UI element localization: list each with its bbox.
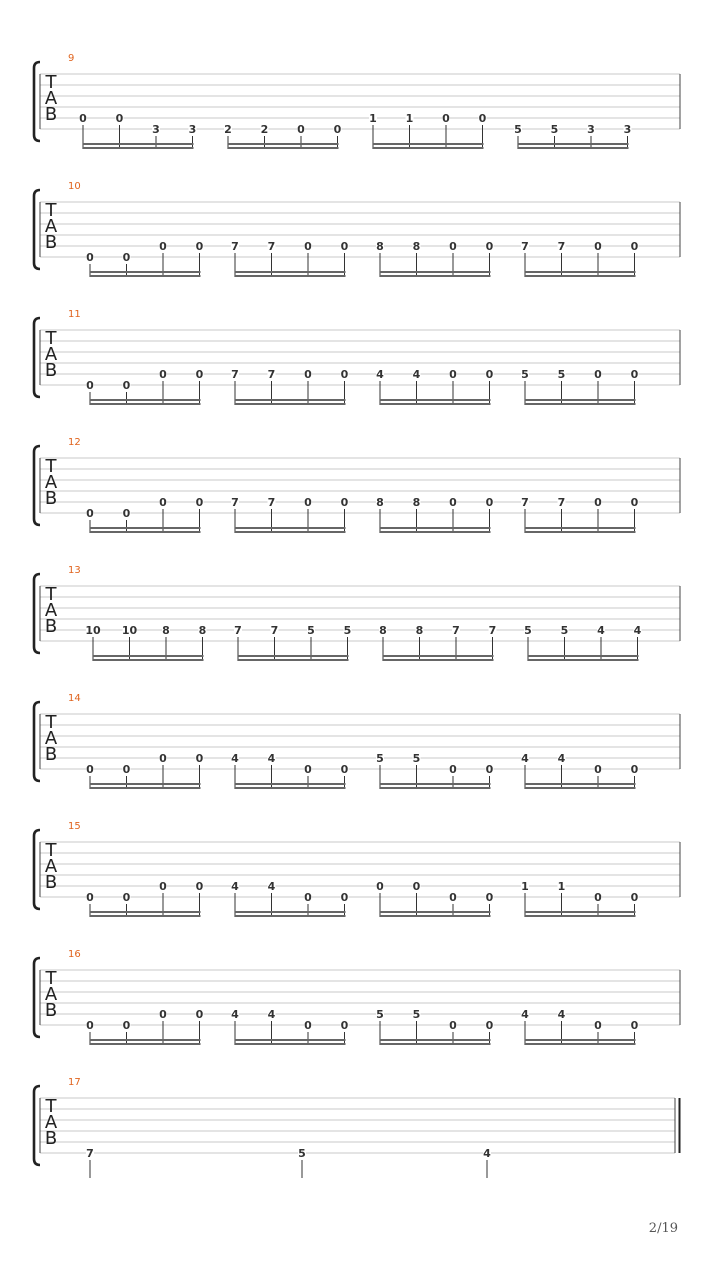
fret-number: 0 xyxy=(86,763,94,776)
fret-number: 7 xyxy=(452,624,460,637)
fret-number: 5 xyxy=(307,624,315,637)
fret-number: 4 xyxy=(633,624,642,637)
beam xyxy=(238,655,349,657)
fret-number: 0 xyxy=(412,880,421,893)
tab-clef-b: B xyxy=(44,1000,58,1021)
tab-clef-a: A xyxy=(44,472,58,493)
fret-number: 0 xyxy=(485,1019,494,1032)
fret-number: 5 xyxy=(412,1008,421,1021)
fret-number: 0 xyxy=(340,240,349,253)
fret-number: 5 xyxy=(560,624,569,637)
beam xyxy=(525,527,636,529)
fret-number: 5 xyxy=(524,624,532,637)
fret-number: 7 xyxy=(521,240,529,253)
system-bracket xyxy=(34,574,40,653)
beam xyxy=(518,147,629,149)
beam xyxy=(235,399,346,401)
fret-number: 8 xyxy=(412,240,421,253)
measure-number: 14 xyxy=(68,693,81,704)
tab-clef-t: T xyxy=(45,968,57,989)
fret-number: 4 xyxy=(483,1147,491,1160)
beam xyxy=(525,271,636,273)
beam xyxy=(235,275,346,277)
beam xyxy=(380,1043,491,1045)
fret-number: 5 xyxy=(298,1147,306,1160)
fret-number: 0 xyxy=(115,112,124,125)
fret-number: 0 xyxy=(449,496,457,509)
tab-clef-b: B xyxy=(44,744,58,765)
beam xyxy=(90,915,201,917)
beam xyxy=(235,531,346,533)
fret-number: 1 xyxy=(557,880,566,893)
fret-number: 8 xyxy=(415,624,424,637)
fret-number: 0 xyxy=(376,880,384,893)
system-bracket xyxy=(34,830,40,909)
fret-number: 8 xyxy=(379,624,387,637)
fret-number: 0 xyxy=(449,763,457,776)
beam xyxy=(90,911,201,913)
beam xyxy=(90,1043,201,1045)
fret-number: 2 xyxy=(224,123,232,136)
tab-clef-b: B xyxy=(44,872,58,893)
beam xyxy=(90,783,201,785)
tab-clef-t: T xyxy=(45,1096,57,1117)
beam xyxy=(83,143,194,145)
beam xyxy=(235,271,346,273)
fret-number: 0 xyxy=(485,368,494,381)
beam xyxy=(525,787,636,789)
fret-number: 0 xyxy=(449,1019,457,1032)
fret-number: 4 xyxy=(412,368,421,381)
fret-number: 1 xyxy=(521,880,529,893)
beam xyxy=(235,915,346,917)
tab-clef-t: T xyxy=(45,200,57,221)
tab-clef-a: A xyxy=(44,216,58,237)
tab-clef-t: T xyxy=(45,584,57,605)
beam xyxy=(90,275,201,277)
fret-number: 7 xyxy=(488,624,497,637)
tab-clef-t: T xyxy=(45,328,57,349)
fret-number: 0 xyxy=(195,240,204,253)
fret-number: 0 xyxy=(86,379,94,392)
tab-clef-b: B xyxy=(44,232,58,253)
beam xyxy=(380,1039,491,1041)
beam xyxy=(383,655,494,657)
tab-clef-a: A xyxy=(44,88,58,109)
fret-number: 0 xyxy=(630,240,639,253)
beam xyxy=(90,403,201,405)
tab-clef-t: T xyxy=(45,456,57,477)
fret-number: 0 xyxy=(159,496,167,509)
measure-number: 9 xyxy=(68,53,75,64)
fret-number: 0 xyxy=(86,251,94,264)
fret-number: 0 xyxy=(442,112,450,125)
fret-number: 0 xyxy=(304,240,312,253)
fret-number: 0 xyxy=(340,496,349,509)
tab-clef-a: A xyxy=(44,344,58,365)
fret-number: 0 xyxy=(630,763,639,776)
beam xyxy=(235,911,346,913)
fret-number: 0 xyxy=(159,368,167,381)
fret-number: 10 xyxy=(85,624,101,637)
fret-number: 0 xyxy=(159,880,167,893)
fret-number: 0 xyxy=(304,763,312,776)
fret-number: 8 xyxy=(198,624,207,637)
fret-number: 0 xyxy=(594,763,602,776)
beam xyxy=(235,527,346,529)
page-number: 2/19 xyxy=(648,1221,678,1236)
fret-number: 0 xyxy=(304,496,312,509)
fret-number: 0 xyxy=(159,752,167,765)
beam xyxy=(380,911,491,913)
measure-number: 15 xyxy=(68,821,81,832)
beam xyxy=(373,143,484,145)
beam xyxy=(90,531,201,533)
fret-number: 7 xyxy=(270,624,279,637)
beam xyxy=(380,783,491,785)
fret-number: 4 xyxy=(267,1008,276,1021)
fret-number: 0 xyxy=(594,496,602,509)
beam xyxy=(83,147,194,149)
beam xyxy=(525,403,636,405)
fret-number: 0 xyxy=(79,112,87,125)
fret-number: 0 xyxy=(195,752,204,765)
beam xyxy=(380,527,491,529)
fret-number: 0 xyxy=(594,368,602,381)
beam xyxy=(93,655,204,657)
beam xyxy=(235,1039,346,1041)
tab-clef-a: A xyxy=(44,600,58,621)
fret-number: 0 xyxy=(340,891,349,904)
fret-number: 0 xyxy=(594,240,602,253)
fret-number: 5 xyxy=(376,1008,384,1021)
fret-number: 0 xyxy=(122,379,131,392)
fret-number: 7 xyxy=(234,624,242,637)
beam xyxy=(528,659,639,661)
fret-number: 0 xyxy=(195,496,204,509)
fret-number: 4 xyxy=(557,1008,566,1021)
fret-number: 3 xyxy=(623,123,632,136)
fret-number: 3 xyxy=(587,123,595,136)
fret-number: 5 xyxy=(521,368,529,381)
beam xyxy=(90,399,201,401)
tab-clef-a: A xyxy=(44,984,58,1005)
measure-number: 11 xyxy=(68,309,81,320)
fret-number: 7 xyxy=(267,240,276,253)
fret-number: 7 xyxy=(231,496,239,509)
beam xyxy=(525,399,636,401)
tab-clef-b: B xyxy=(44,104,58,125)
system-bracket xyxy=(34,190,40,269)
fret-number: 0 xyxy=(449,240,457,253)
fret-number: 2 xyxy=(260,123,269,136)
beam xyxy=(525,1039,636,1041)
fret-number: 4 xyxy=(557,752,566,765)
fret-number: 0 xyxy=(86,1019,94,1032)
fret-number: 0 xyxy=(630,496,639,509)
beam xyxy=(373,147,484,149)
tab-clef-b: B xyxy=(44,488,58,509)
fret-number: 7 xyxy=(86,1147,94,1160)
fret-number: 4 xyxy=(267,752,276,765)
fret-number: 0 xyxy=(340,368,349,381)
beam xyxy=(235,1043,346,1045)
fret-number: 0 xyxy=(297,123,305,136)
fret-number: 7 xyxy=(267,368,276,381)
fret-number: 0 xyxy=(485,240,494,253)
beam xyxy=(380,399,491,401)
beam xyxy=(518,143,629,145)
beam xyxy=(525,1043,636,1045)
beam xyxy=(383,659,494,661)
fret-number: 5 xyxy=(412,752,421,765)
fret-number: 0 xyxy=(195,368,204,381)
tab-clef-b: B xyxy=(44,1128,58,1149)
tab-clef-b: B xyxy=(44,360,58,381)
beam xyxy=(235,787,346,789)
measure-number: 12 xyxy=(68,437,81,448)
fret-number: 0 xyxy=(122,763,131,776)
fret-number: 0 xyxy=(159,1008,167,1021)
tab-clef-b: B xyxy=(44,616,58,637)
fret-number: 5 xyxy=(376,752,384,765)
fret-number: 0 xyxy=(122,251,131,264)
fret-number: 0 xyxy=(630,368,639,381)
measure-number: 16 xyxy=(68,949,81,960)
fret-number: 4 xyxy=(231,880,239,893)
fret-number: 5 xyxy=(514,123,522,136)
tab-clef-a: A xyxy=(44,728,58,749)
beam xyxy=(93,659,204,661)
fret-number: 0 xyxy=(340,763,349,776)
beam xyxy=(525,783,636,785)
system-bracket xyxy=(34,958,40,1037)
fret-number: 0 xyxy=(594,891,602,904)
tab-clef-t: T xyxy=(45,840,57,861)
fret-number: 0 xyxy=(122,1019,131,1032)
fret-number: 5 xyxy=(343,624,352,637)
fret-number: 5 xyxy=(550,123,559,136)
beam xyxy=(228,143,339,145)
beam xyxy=(525,275,636,277)
fret-number: 0 xyxy=(485,496,494,509)
beam xyxy=(380,787,491,789)
beam xyxy=(90,271,201,273)
fret-number: 0 xyxy=(630,891,639,904)
beam xyxy=(90,787,201,789)
beam xyxy=(90,527,201,529)
beam xyxy=(380,403,491,405)
fret-number: 4 xyxy=(521,1008,529,1021)
fret-number: 8 xyxy=(412,496,421,509)
fret-number: 8 xyxy=(376,240,384,253)
fret-number: 7 xyxy=(231,240,239,253)
system-bracket xyxy=(34,1086,40,1165)
fret-number: 0 xyxy=(159,240,167,253)
fret-number: 1 xyxy=(405,112,414,125)
fret-number: 4 xyxy=(231,1008,239,1021)
system-bracket xyxy=(34,446,40,525)
fret-number: 0 xyxy=(195,1008,204,1021)
beam xyxy=(235,403,346,405)
fret-number: 4 xyxy=(521,752,529,765)
tab-clef-a: A xyxy=(44,1112,58,1133)
fret-number: 0 xyxy=(195,880,204,893)
fret-number: 7 xyxy=(231,368,239,381)
fret-number: 7 xyxy=(557,240,566,253)
beam xyxy=(228,147,339,149)
system-bracket xyxy=(34,318,40,397)
fret-number: 4 xyxy=(231,752,239,765)
fret-number: 0 xyxy=(304,368,312,381)
fret-number: 4 xyxy=(376,368,384,381)
fret-number: 0 xyxy=(630,1019,639,1032)
beam xyxy=(528,655,639,657)
fret-number: 3 xyxy=(188,123,197,136)
beam xyxy=(90,1039,201,1041)
fret-number: 4 xyxy=(267,880,276,893)
measure-number: 17 xyxy=(68,1077,81,1088)
fret-number: 0 xyxy=(449,368,457,381)
fret-number: 0 xyxy=(485,763,494,776)
beam xyxy=(525,911,636,913)
fret-number: 0 xyxy=(485,891,494,904)
fret-number: 0 xyxy=(594,1019,602,1032)
measure-number: 13 xyxy=(68,565,81,576)
fret-number: 0 xyxy=(449,891,457,904)
beam xyxy=(380,531,491,533)
beam xyxy=(235,783,346,785)
system-bracket xyxy=(34,702,40,781)
fret-number: 0 xyxy=(86,507,94,520)
beam xyxy=(380,915,491,917)
beam xyxy=(380,275,491,277)
beam xyxy=(238,659,349,661)
fret-number: 10 xyxy=(121,624,138,637)
measure-number: 10 xyxy=(68,181,81,192)
system-bracket xyxy=(34,62,40,141)
beam xyxy=(525,531,636,533)
fret-number: 7 xyxy=(521,496,529,509)
fret-number: 0 xyxy=(122,891,131,904)
fret-number: 1 xyxy=(369,112,377,125)
beam xyxy=(525,915,636,917)
fret-number: 0 xyxy=(122,507,131,520)
fret-number: 0 xyxy=(304,891,312,904)
fret-number: 0 xyxy=(333,123,342,136)
tab-clef-a: A xyxy=(44,856,58,877)
fret-number: 3 xyxy=(152,123,160,136)
beam xyxy=(380,271,491,273)
fret-number: 4 xyxy=(597,624,605,637)
tab-clef-t: T xyxy=(45,72,57,93)
fret-number: 0 xyxy=(340,1019,349,1032)
fret-number: 7 xyxy=(557,496,566,509)
fret-number: 8 xyxy=(162,624,170,637)
tab-clef-t: T xyxy=(45,712,57,733)
fret-number: 0 xyxy=(86,891,94,904)
fret-number: 0 xyxy=(304,1019,312,1032)
fret-number: 5 xyxy=(557,368,566,381)
fret-number: 8 xyxy=(376,496,384,509)
fret-number: 7 xyxy=(267,496,276,509)
fret-number: 0 xyxy=(478,112,487,125)
